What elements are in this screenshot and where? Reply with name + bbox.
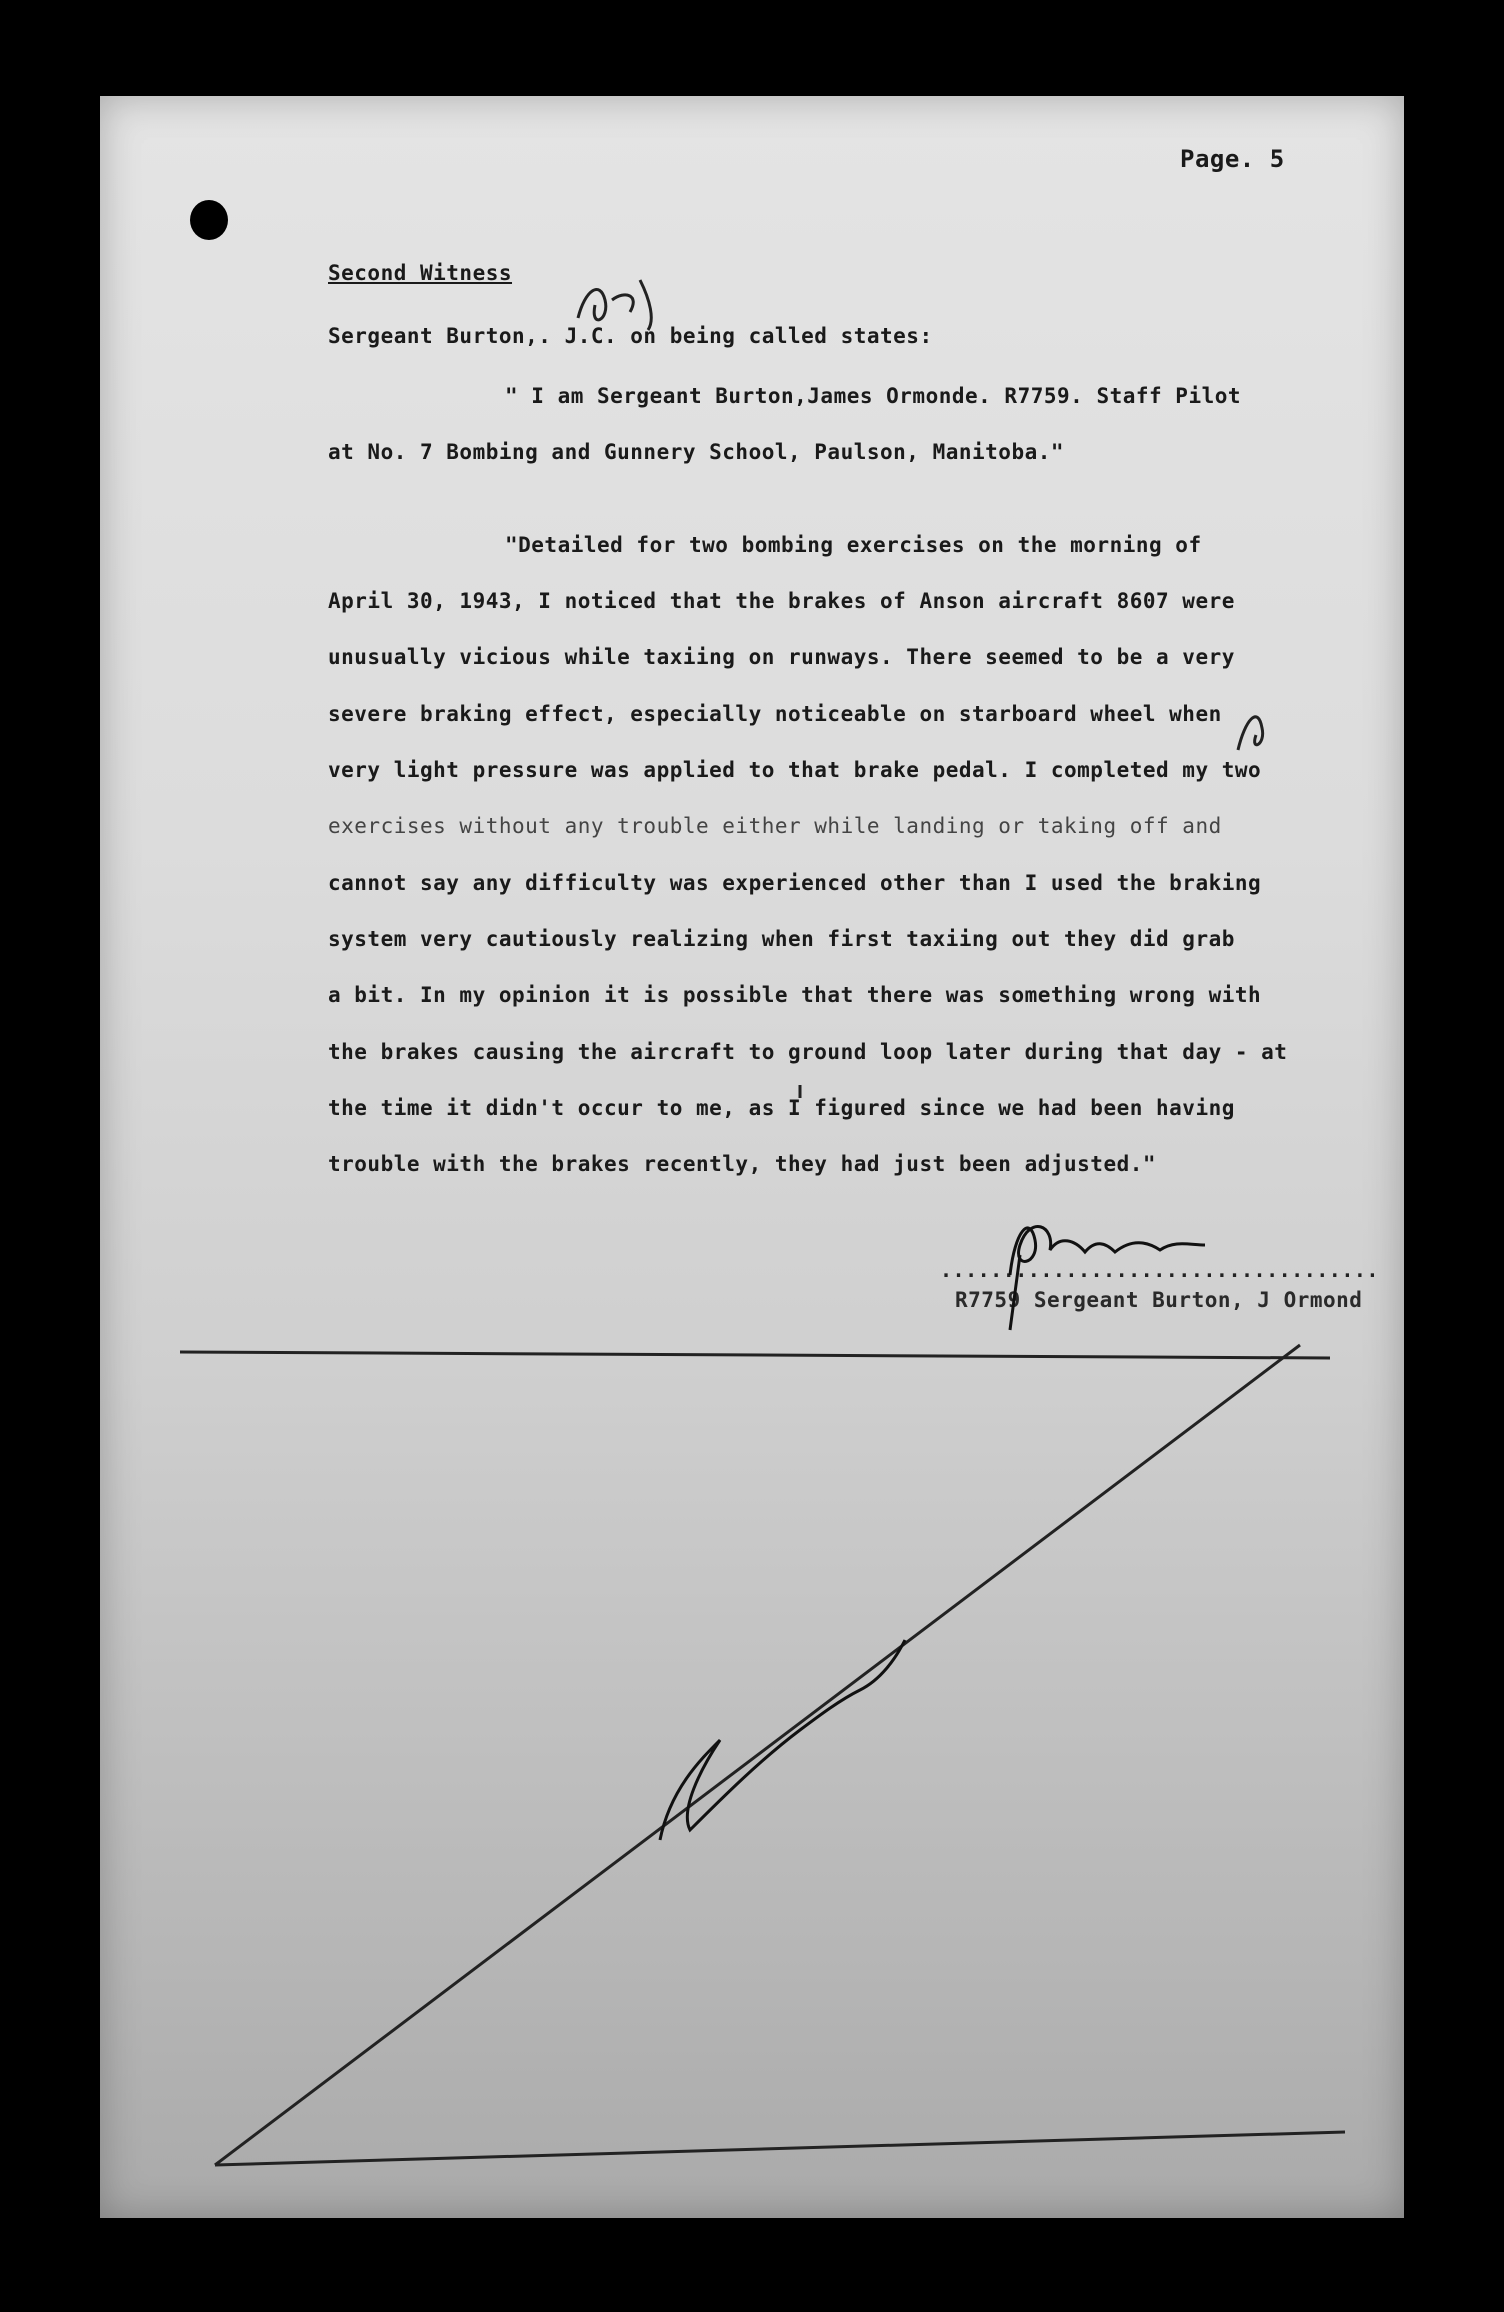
testimony-line: the time it didn't occur to me, as I figured since we had been having <box>328 1096 1235 1120</box>
testimony-line: unusually vicious while taxiing on runways. There seemed to be a very <box>328 645 1235 669</box>
witness-intro: Sergeant Burton,. J.C. on being called states: <box>328 324 933 348</box>
testimony-line: trouble with the brakes recently, they had just been adjusted." <box>328 1152 1157 1176</box>
signature-dotted-line: ................................... <box>940 1258 1379 1282</box>
testimony-line: system very cautiously realizing when first taxiing out they did grab <box>328 927 1235 951</box>
statement-line: at No. 7 Bombing and Gunnery School, Paulson, Manitoba." <box>328 440 1065 464</box>
testimony-line: very light pressure was applied to that brake pedal. I completed my two <box>328 758 1262 782</box>
testimony-line: April 30, 1943, I noticed that the brakes of Anson aircraft 8607 were <box>328 589 1235 613</box>
punch-hole <box>190 200 228 240</box>
testimony-line: the brakes causing the aircraft to ground loop later during that day - at <box>328 1040 1288 1064</box>
testimony-line: severe braking effect, especially noticeable on starboard wheel when <box>328 702 1222 726</box>
testimony-line: exercises without any trouble either while landing or taking off and <box>328 814 1222 838</box>
page-number: Page. 5 <box>1180 145 1285 173</box>
section-heading: Second Witness <box>328 261 513 285</box>
testimony-line: a bit. In my opinion it is possible that there was something wrong with <box>328 983 1262 1007</box>
statement-line: " I am Sergeant Burton,James Ormonde. R7759. Staff Pilot <box>505 384 1242 408</box>
testimony-line: "Detailed for two bombing exercises on the morning of <box>505 533 1202 557</box>
signatory-line: R7759 Sergeant Burton, J Ormond <box>955 1288 1363 1312</box>
testimony-line: cannot say any difficulty was experienced other than I used the braking <box>328 871 1262 895</box>
